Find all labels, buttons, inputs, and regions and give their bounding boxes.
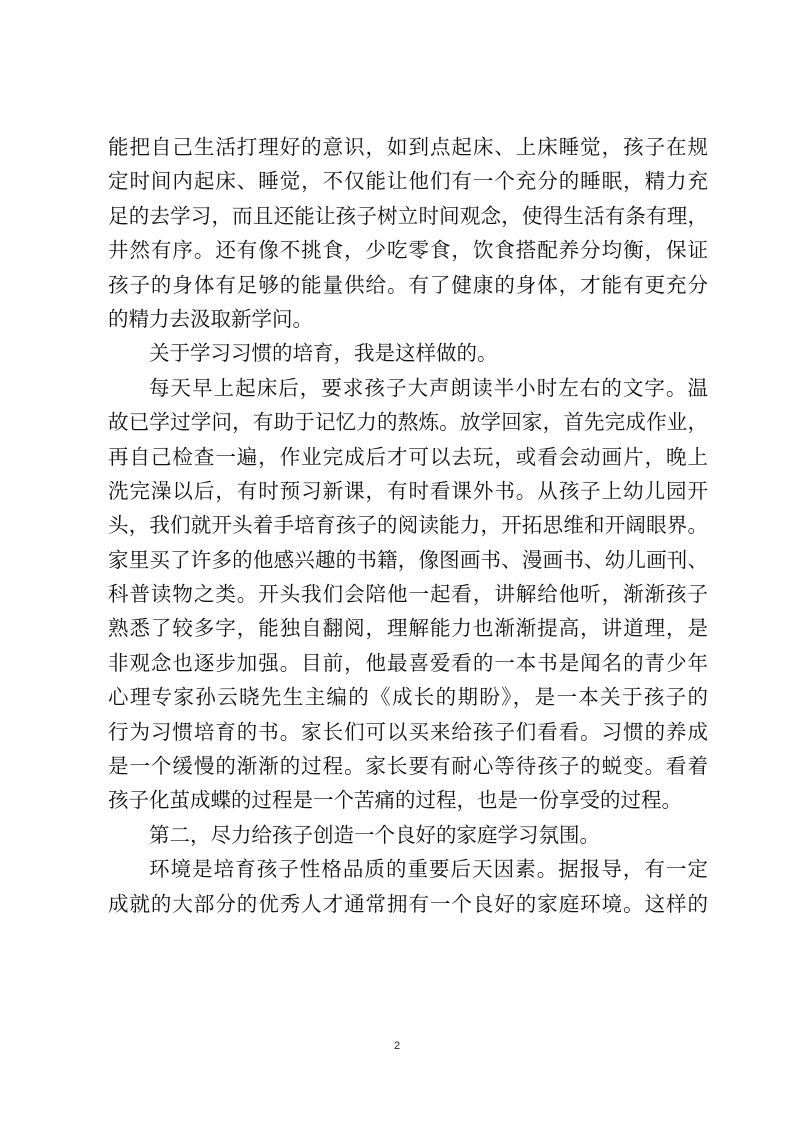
text-line: 是一个缓慢的渐渐的过程。家长要有耐心等待孩子的蜕变。看着 — [108, 754, 708, 779]
text-line: 再自己检查一遍，作业完成后才可以去玩，或看会动画片，晚上 — [108, 444, 708, 469]
text-line: 心理专家孙云晓先生主编的《成长的期盼》，是一本关于孩子的 — [108, 685, 708, 710]
text-line: 头，我们就开头着手培育孩子的阅读能力，开拓思维和开阔眼界。 — [108, 513, 708, 538]
text-line: 足的去学习，而且还能让孩子树立时间观念，使得生活有条有理， — [108, 203, 708, 228]
text-line: 洗完澡以后，有时预习新课，有时看课外书。从孩子上幼儿园开 — [108, 478, 708, 503]
text-line: 的精力去汲取新学问。 — [108, 306, 313, 331]
text-line: 孩子的身体有足够的能量供给。有了健康的身体，才能有更充分 — [108, 272, 708, 297]
text-line: 家里买了许多的他感兴趣的书籍，像图画书、漫画书、幼儿画刊、 — [108, 547, 708, 572]
text-line: 关于学习习惯的培育，我是这样做的。 — [149, 341, 498, 366]
body-text — [108, 130, 708, 921]
text-line: 孩子化茧成蝶的过程是一个苦痛的过程，也是一份享受的过程。 — [108, 788, 682, 813]
text-line: 能把自己生活打理好的意识，如到点起床、上床睡觉，孩子在规 — [108, 135, 708, 159]
text-line: 定时间内起床、睡觉，不仅能让他们有一个充分的睡眠，精力充 — [108, 169, 708, 194]
text-line: 每天早上起床后，要求孩子大声朗读半小时左右的文字。温 — [149, 375, 708, 400]
text-line: 科普读物之类。开头我们会陪他一起看，讲解给他听，渐渐孩子 — [108, 582, 708, 607]
text-line: 井然有序。还有像不挑食，少吃零食，饮食搭配养分均衡，保证 — [108, 238, 708, 263]
text-line: 环境是培育孩子性格品质的重要后天因素。据报导，有一定 — [149, 857, 708, 882]
text-line: 行为习惯培育的书。家长们可以买来给孩子们看看。习惯的养成 — [108, 719, 708, 744]
text-line: 第二，尽力给孩子创造一个良好的家庭学习氛围。 — [149, 822, 600, 847]
text-line: 非观念也逐步加强。目前，他最喜爱看的一本书是闻名的青少年 — [108, 650, 708, 675]
text-line: 熟悉了较多字，能独自翻阅，理解能力也渐渐提高，讲道理，是 — [108, 616, 708, 641]
text-line: 故已学过学问，有助于记忆力的熬炼。放学回家，首先完成作业， — [108, 410, 708, 435]
page-number: 2 — [393, 1040, 401, 1052]
text-line: 成就的大部分的优秀人才通常拥有一个良好的家庭环境。这样的 — [108, 891, 708, 916]
